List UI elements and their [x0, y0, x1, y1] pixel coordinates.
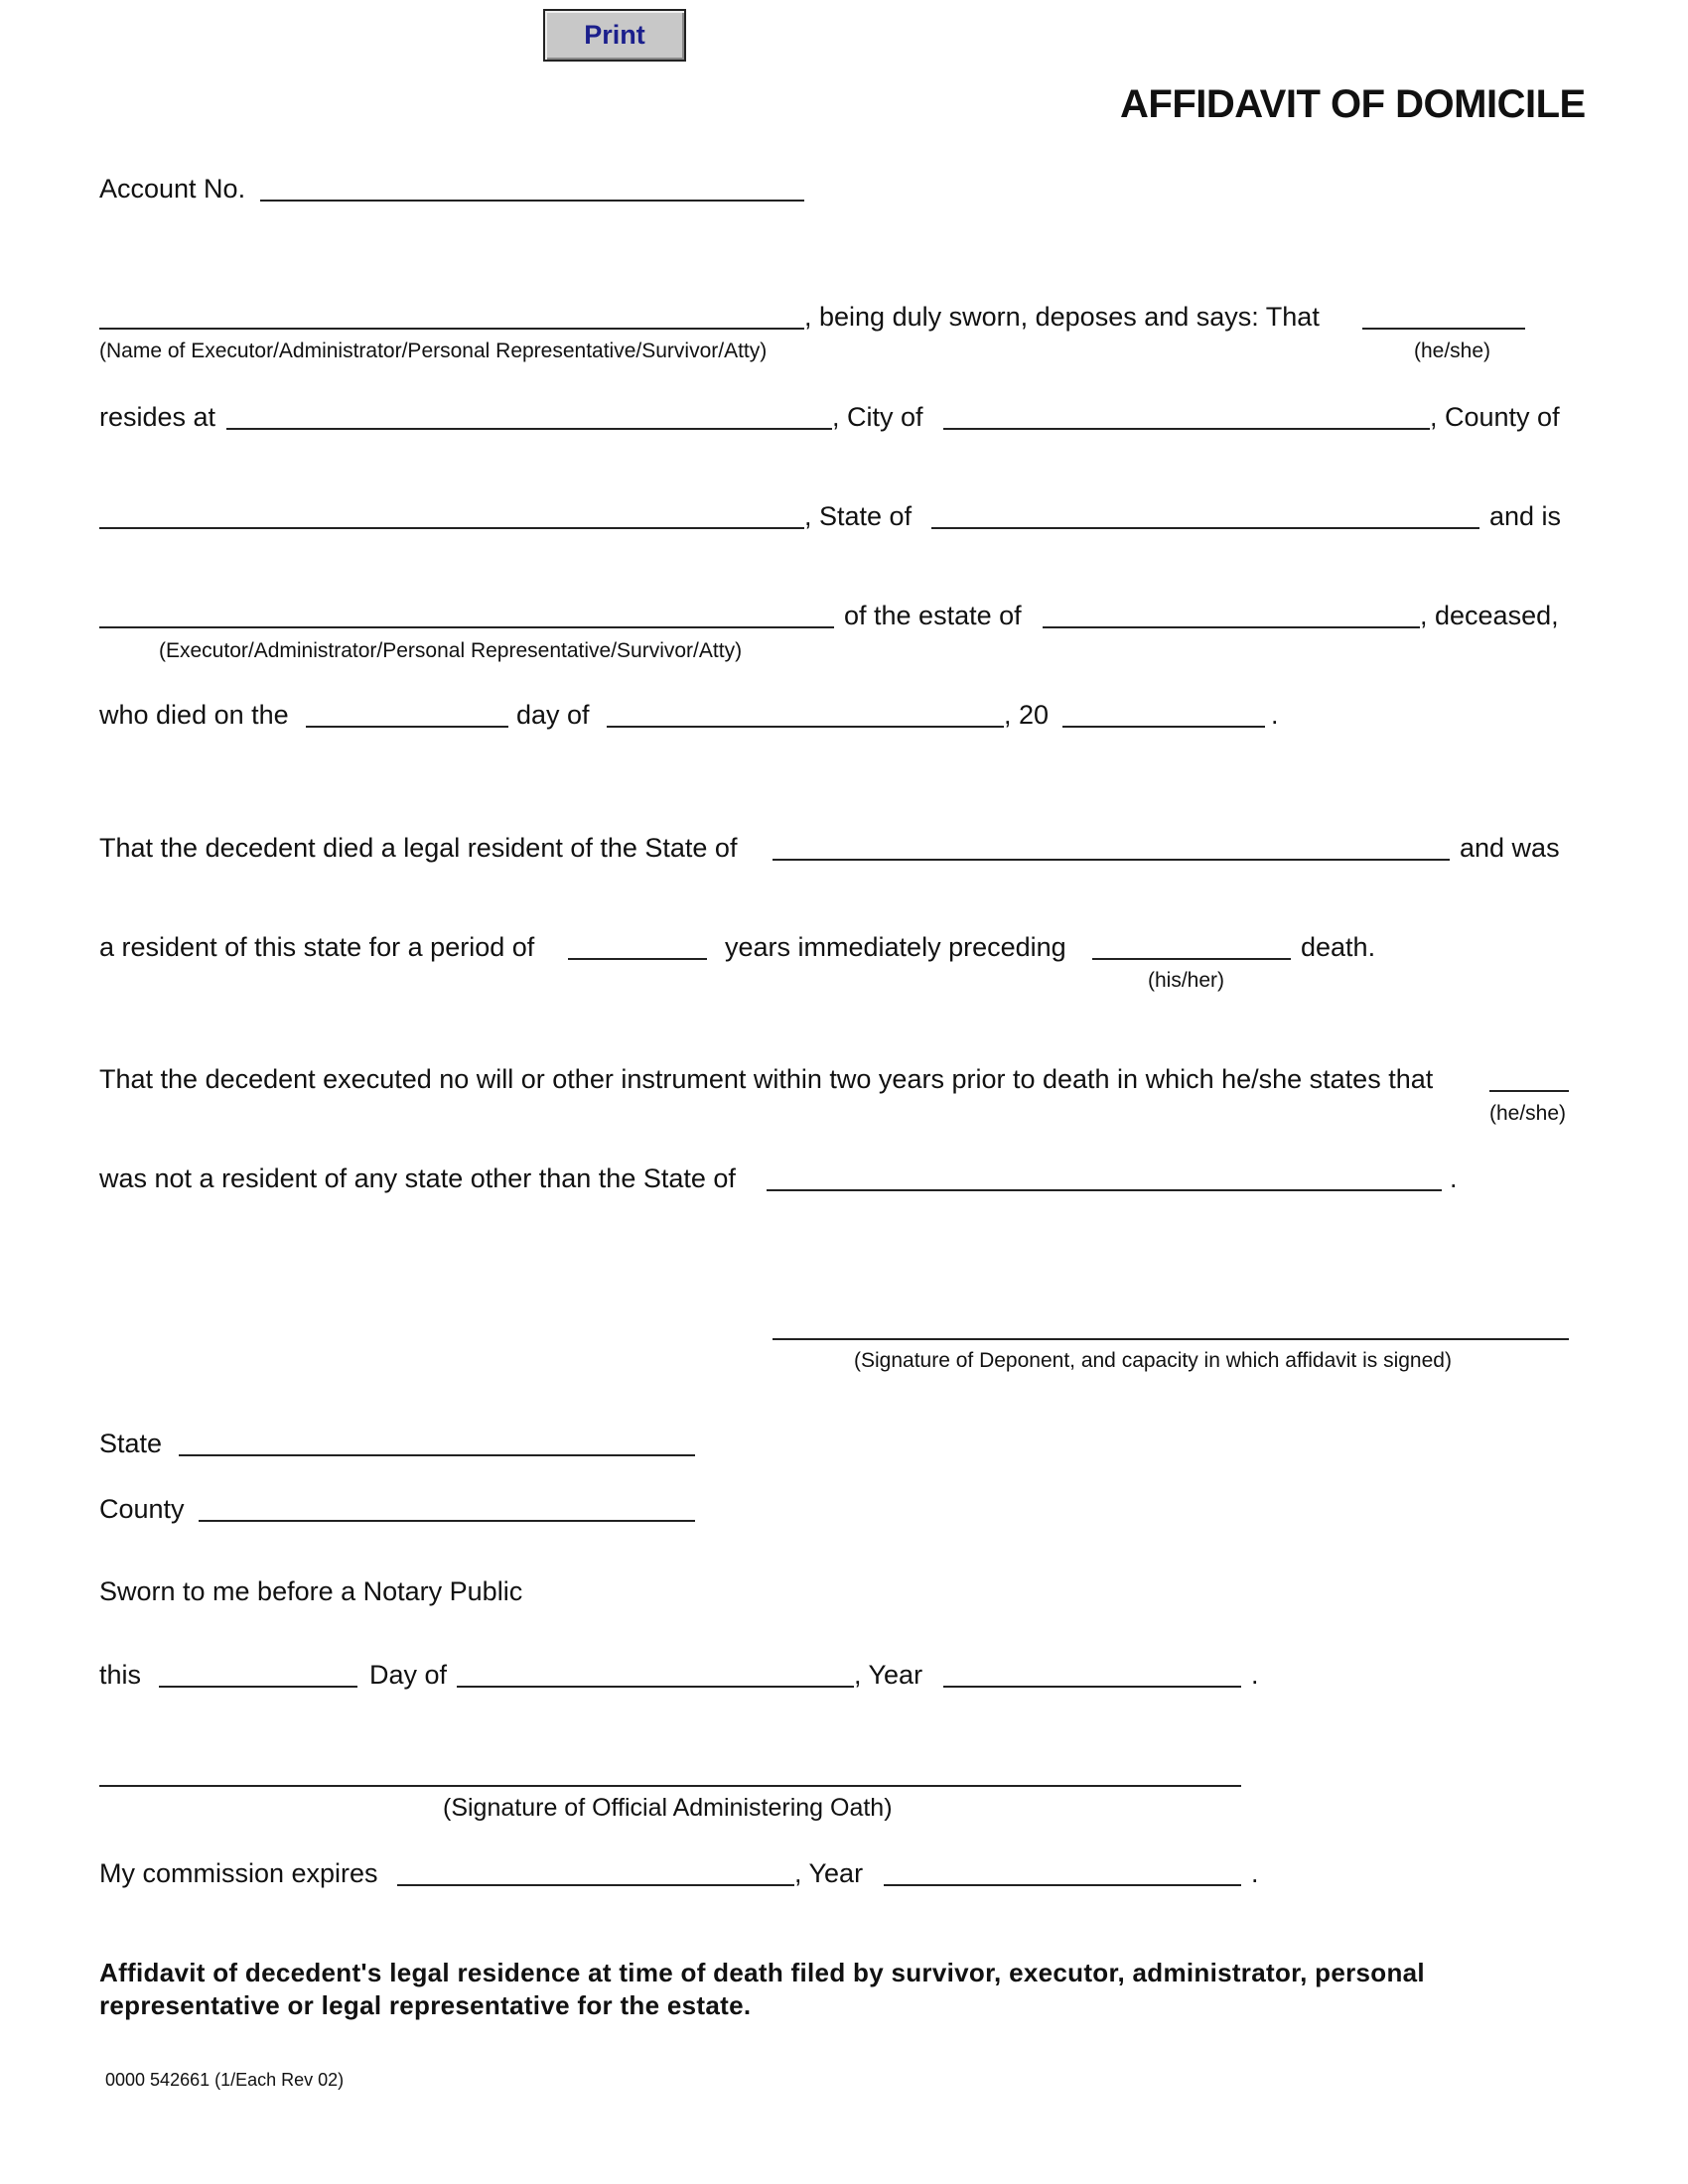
state-field[interactable] — [931, 505, 1479, 529]
footer-note-line-1: Affidavit of decedent's legal residence at time of death filed by survivor, executor, administrator, personal — [99, 1958, 1425, 1987]
deponent-signature-caption: (Signature of Deponent, and capacity in which affidavit is signed) — [854, 1349, 1452, 1372]
death-month-field[interactable] — [607, 704, 1004, 728]
and-is-label: and is — [1489, 501, 1562, 531]
he-she-field-2[interactable] — [1489, 1068, 1569, 1092]
period: . — [1271, 700, 1279, 730]
who-died-label: who died on the — [99, 700, 289, 730]
county-field[interactable] — [99, 505, 804, 529]
notary-month-field[interactable] — [457, 1664, 854, 1688]
he-she-caption-2: (he/she) — [1489, 1102, 1567, 1125]
notary-day-field[interactable] — [159, 1664, 357, 1688]
and-was-label: and was — [1460, 833, 1560, 863]
print-button[interactable]: Print — [543, 9, 686, 62]
name-caption: (Name of Executor/Administrator/Personal Representative/Survivor/Atty) — [99, 340, 768, 362]
of-estate-label: of the estate of — [844, 601, 1022, 630]
notary-state-field[interactable] — [179, 1433, 695, 1456]
sworn-notary-text: Sworn to me before a Notary Public — [99, 1576, 523, 1606]
account-number-field[interactable] — [260, 178, 804, 202]
death-label: death. — [1301, 932, 1376, 962]
decedent-name-field[interactable] — [1043, 605, 1420, 628]
he-she-caption-1: (he/she) — [1414, 340, 1491, 362]
period-3: . — [1251, 1660, 1259, 1690]
official-signature-caption: (Signature of Official Administering Oath) — [443, 1794, 893, 1822]
city-field[interactable] — [943, 406, 1430, 430]
death-year-field[interactable] — [1062, 704, 1265, 728]
notary-county-field[interactable] — [199, 1498, 695, 1522]
sworn-text: , being duly sworn, deposes and says: That — [804, 302, 1320, 332]
day-of-label: day of — [516, 700, 590, 730]
his-her-caption: (his/her) — [1148, 969, 1225, 992]
year-prefix-label: , 20 — [1004, 700, 1050, 730]
this-label: this — [99, 1660, 142, 1690]
official-signature-line[interactable] — [99, 1763, 1241, 1787]
commission-expiry-field[interactable] — [397, 1862, 794, 1886]
county-label: County — [99, 1494, 185, 1524]
year-label: , Year — [854, 1660, 923, 1690]
form-number: 0000 542661 (1/Each Rev 02) — [105, 2070, 345, 2090]
account-label: Account No. — [99, 174, 246, 204]
footer-note-line-2: representative or legal representative for the estate. — [99, 1990, 752, 2020]
deceased-label: , deceased, — [1420, 601, 1559, 630]
deponent-name-field[interactable] — [99, 306, 804, 330]
only-state-field[interactable] — [767, 1167, 1442, 1191]
no-will-text: That the decedent executed no will or other instrument within two years prior to death in which he/she states that — [99, 1064, 1434, 1094]
residence-address-field[interactable] — [226, 406, 832, 430]
county-of-label: , County of — [1430, 402, 1560, 432]
city-of-label: , City of — [832, 402, 923, 432]
notary-year-field[interactable] — [943, 1664, 1241, 1688]
document-title: AFFIDAVIT OF DOMICILE — [1120, 82, 1586, 126]
period-4: . — [1251, 1858, 1259, 1888]
role-field[interactable] — [99, 605, 834, 628]
he-she-field-1[interactable] — [1362, 306, 1525, 330]
state-label: State — [99, 1429, 163, 1458]
commission-year-label: , Year — [794, 1858, 864, 1888]
legal-residence-state-field[interactable] — [773, 837, 1450, 861]
commission-label: My commission expires — [99, 1858, 378, 1888]
years-field[interactable] — [568, 936, 707, 960]
role-caption: (Executor/Administrator/Personal Representative/Survivor/Atty) — [159, 639, 743, 662]
legal-resident-text: That the decedent died a legal resident of the State of — [99, 833, 738, 863]
death-day-field[interactable] — [306, 704, 508, 728]
state-of-label: , State of — [804, 501, 913, 531]
his-her-field[interactable] — [1092, 936, 1291, 960]
deponent-signature-line[interactable] — [773, 1316, 1569, 1340]
not-resident-text: was not a resident of any state other than the State of — [99, 1163, 736, 1193]
resides-at-label: resides at — [99, 402, 216, 432]
day-of-label-2: Day of — [369, 1660, 448, 1690]
years-preceding-label: years immediately preceding — [725, 932, 1066, 962]
period-2: . — [1450, 1163, 1458, 1193]
resident-period-text: a resident of this state for a period of — [99, 932, 535, 962]
commission-year-field[interactable] — [884, 1862, 1241, 1886]
